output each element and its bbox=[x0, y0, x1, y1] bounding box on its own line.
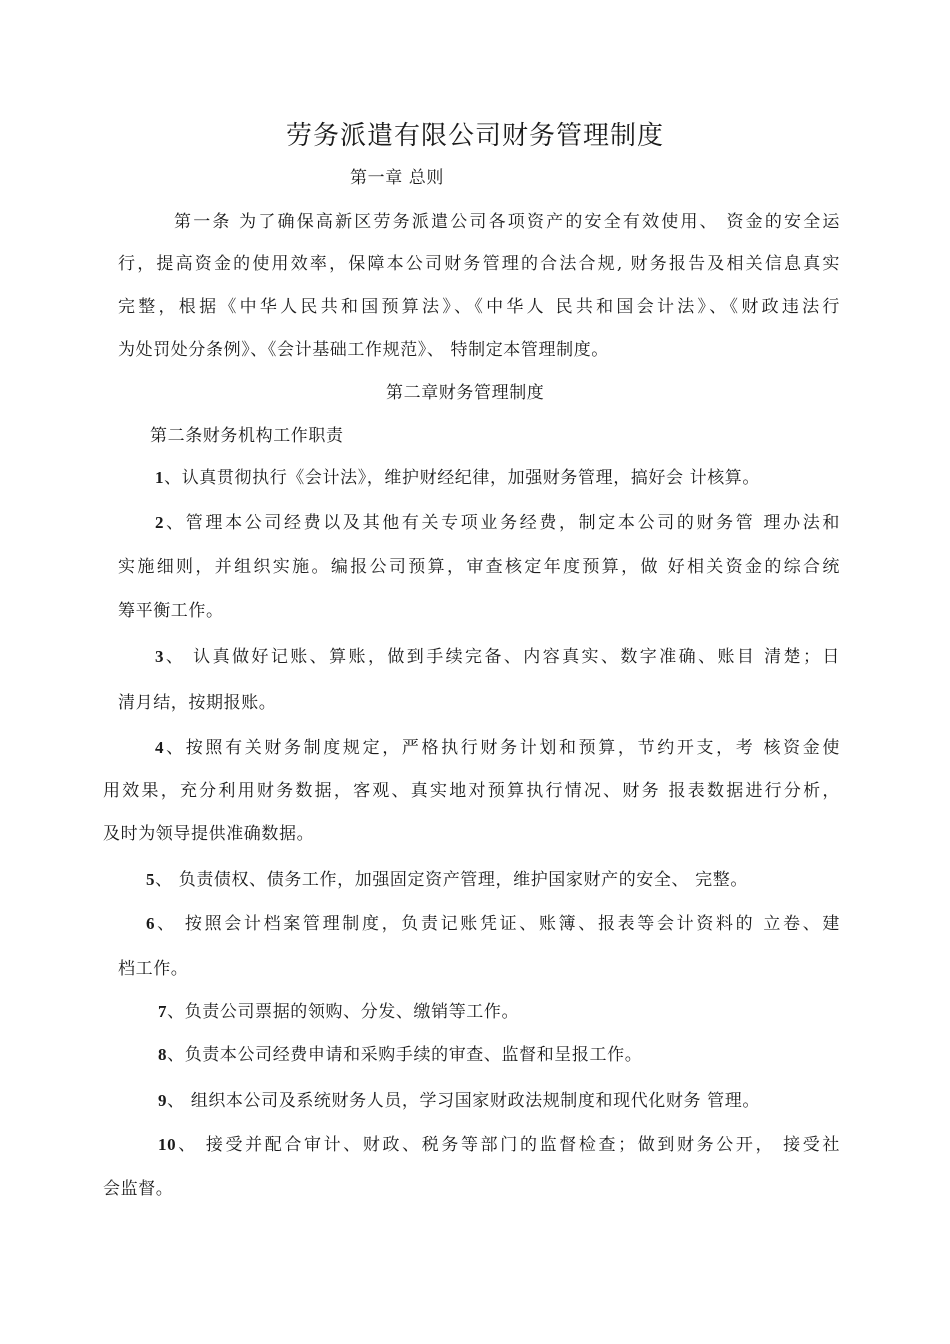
duty-2-line-3: 筹平衡工作。 bbox=[118, 601, 224, 621]
duty-6-line-1 bbox=[146, 912, 840, 936]
duty-9-line-1 bbox=[158, 1089, 760, 1113]
duty-4-text: 、按照有关财务制度规定，严格执行财务计划和预算，节约开支，考 核资金使 bbox=[164, 738, 840, 758]
document-title: 劳务派遣有限公司财务管理制度 bbox=[285, 121, 664, 151]
duty-10-line-1 bbox=[158, 1133, 840, 1157]
duty-2-line-2: 实施细则，并组织实施。编报公司预算，审查核定年度预算，做 好相关资金的综合统 bbox=[118, 557, 840, 577]
article-1-line-3: 完整，根据《中华人民共和国预算法》、《中华人 民共和国会计法》、《财政违法行 bbox=[118, 297, 840, 317]
duty-7-number: 7 bbox=[158, 1002, 168, 1021]
duty-3-line-2: 清月结，按期报账。 bbox=[118, 693, 277, 713]
duty-5-text: 、 负责债权、债务工作，加强固定资产管理，维护国家财产的安全、 完整。 bbox=[155, 870, 748, 890]
duty-5-line-1 bbox=[146, 868, 748, 892]
duty-4-line-3: 及时为领导提供准确数据。 bbox=[103, 824, 315, 844]
duty-4-line-2: 用效果，充分利用财务数据，客观、真实地对预算执行情况、财务 报表数据进行分析， bbox=[103, 781, 840, 801]
duty-7-text: 、负责公司票据的领购、分发、缴销等工作。 bbox=[167, 1002, 520, 1022]
chapter-1-heading: 第一章 总则 bbox=[350, 168, 445, 188]
duty-6-line-2: 档工作。 bbox=[118, 959, 189, 979]
duty-4-number: 4 bbox=[155, 738, 165, 757]
duty-8-line-1 bbox=[158, 1043, 642, 1067]
duty-3-number: 3 bbox=[155, 647, 165, 666]
duty-2-line-1 bbox=[155, 511, 840, 535]
duty-6-text: 、 按照会计档案管理制度，负责记账凭证、账簿、报表等会计资料的 立卷、建 bbox=[155, 914, 840, 934]
duty-8-number: 8 bbox=[158, 1045, 168, 1064]
duty-5-number: 5 bbox=[146, 870, 156, 889]
duty-9-number: 9 bbox=[158, 1091, 168, 1110]
duty-2-number: 2 bbox=[155, 513, 165, 532]
duty-2-text: 、管理本公司经费以及其他有关专项业务经费，制定本公司的财务管 理办法和 bbox=[164, 513, 840, 533]
duty-8-text: 、负责本公司经费申请和采购手续的审查、监督和呈报工作。 bbox=[167, 1045, 643, 1065]
article-2-heading: 第二条财务机构工作职责 bbox=[150, 426, 344, 446]
duty-1-line-1 bbox=[155, 466, 760, 490]
duty-1-number: 1 bbox=[155, 468, 165, 487]
duty-7-line-1 bbox=[158, 1000, 519, 1024]
article-1-line-4: 为处罚处分条例》、《会计基础工作规范》、 特制定本管理制度。 bbox=[118, 340, 609, 360]
duty-4-line-1 bbox=[155, 736, 840, 760]
duty-10-number: 10 bbox=[158, 1135, 177, 1154]
duty-6-number: 6 bbox=[146, 914, 156, 933]
duty-9-text: 、 组织本公司及系统财务人员，学习国家财政法规制度和现代化财务 管理。 bbox=[167, 1091, 760, 1111]
duty-3-line-1 bbox=[155, 645, 840, 669]
article-1-line-1: 第一条 为了确保高新区劳务派遣公司各项资产的安全有效使用、 资金的安全运 bbox=[174, 212, 840, 232]
duty-1-text: 、认真贯彻执行《会计法》，维护财经纪律，加强财务管理，搞好会 计核算。 bbox=[164, 468, 761, 488]
duty-10-text: 、 接受并配合审计、财政、税务等部门的监督检查；做到财务公开， 接受社 bbox=[176, 1135, 840, 1155]
duty-10-line-2: 会监督。 bbox=[103, 1179, 174, 1199]
article-1-line-2: 行，提高资金的使用效率，保障本公司财务管理的合法合规, 财务报告及相关信息真实 bbox=[118, 254, 840, 274]
duty-3-text: 、 认真做好记账、算账，做到手续完备、内容真实、数字准确、账目 清楚；日 bbox=[164, 647, 840, 667]
chapter-2-heading: 第二章财务管理制度 bbox=[386, 383, 545, 403]
